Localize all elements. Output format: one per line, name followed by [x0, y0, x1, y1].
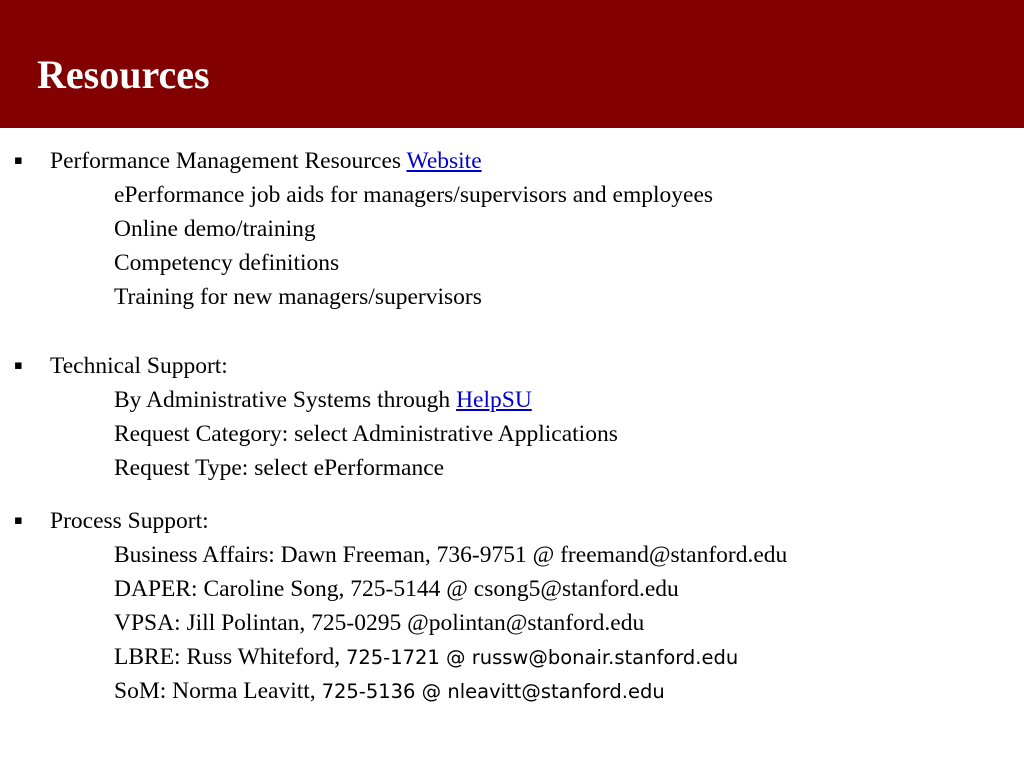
helpsu-link[interactable]: HelpSU	[456, 387, 532, 413]
process-contact-som	[114, 676, 665, 707]
technical-heading: Technical Support:	[50, 353, 228, 379]
lbre-contact: 725-1721 @ russw@bonair.stanford.edu	[345, 646, 739, 669]
process-contact-daper: DAPER: Caroline Song, 725-5144 @ csong5@stanford.edu	[114, 576, 679, 602]
performance-item-competency: Competency definitions	[114, 250, 340, 276]
lbre-name: LBRE: Russ Whiteford,	[114, 644, 346, 670]
bullet-marker-process: ▪	[14, 513, 23, 528]
process-contact-vpsa: VPSA: Jill Polintan, 725-0295 @polintan@stanford.edu	[114, 610, 645, 636]
bullet-marker-performance: ▪	[14, 153, 23, 168]
process-contact-business-affairs: Business Affairs: Dawn Freeman, 736-9751 @ freemand@stanford.edu	[114, 542, 788, 568]
technical-helpsu-line	[114, 385, 532, 415]
som-contact: 725-5136 @ nleavitt@stanford.edu	[321, 680, 665, 703]
process-heading: Process Support:	[50, 508, 209, 534]
process-contact-lbre	[114, 642, 738, 673]
technical-request-category: Request Category: select Administrative Applications	[114, 421, 618, 447]
technical-helpsu-text: By Administrative Systems through	[114, 387, 457, 413]
technical-request-type: Request Type: select ePerformance	[114, 455, 445, 481]
performance-item-online-demo: Online demo/training	[114, 216, 316, 242]
performance-item-training: Training for new managers/supervisors	[114, 284, 482, 310]
som-name: SoM: Norma Leavitt,	[114, 678, 322, 704]
performance-heading-text: Performance Management Resources	[50, 148, 407, 174]
website-link[interactable]: Website	[406, 148, 482, 174]
slide-title: Resources	[37, 52, 210, 97]
performance-item-job-aids: ePerformance job aids for managers/supervisors and employees	[114, 182, 714, 208]
performance-heading	[50, 146, 482, 176]
bullet-marker-technical: ▪	[14, 358, 23, 373]
